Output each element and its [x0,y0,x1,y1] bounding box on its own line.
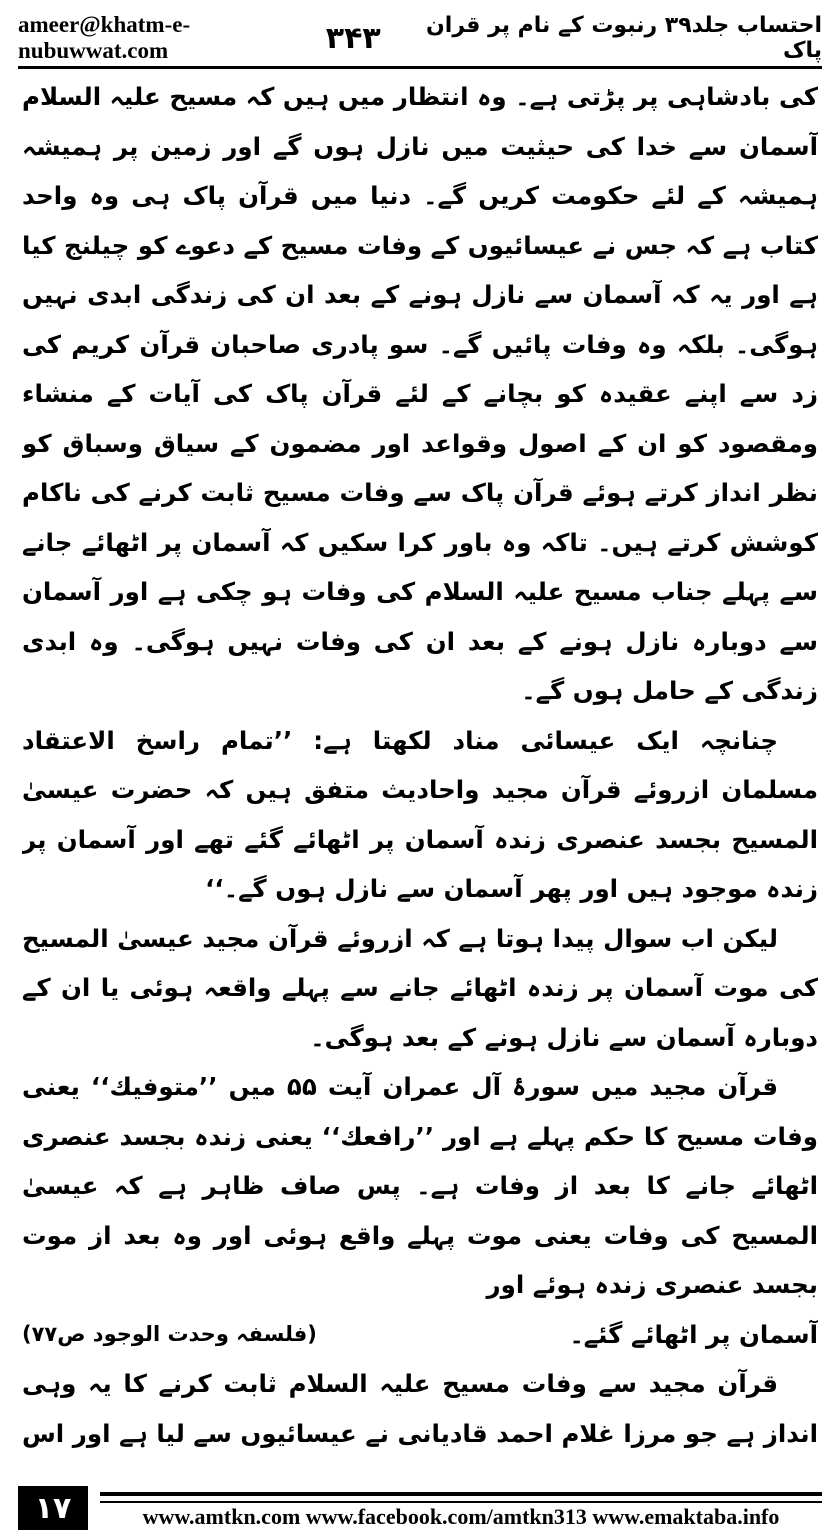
footer-links: www.amtkn.com www.facebook.com/amtkn313 www.emaktaba.info [142,1504,780,1529]
page-body [22,72,818,1452]
footer-rule-thick [100,1492,822,1496]
header-right [326,13,822,63]
paragraph-5-text: قرآن مجید سے وفات مسیح علیہ السلام ثابت کرنے کا یہ وہی انداز ہے جو مرزا غلام احمد قادیانی نے عیسائیوں سے لیا ہے اور اس [22,1369,818,1448]
paragraph-2: چنانچہ ایک عیسائی مناد لکھتا ہے: ’’تمام راسخ الاعتقاد مسلمان ازروئے قرآن مجید واحادیث متفق ہیں کہ حضرت عیسیٰ المسیح بجسد عنصری زندہ آسمان پر اٹھائے گئے تھے اور آسمان پر زندہ موجود ہیں اور پھر آسمان سے نازل ہوں گے۔‘‘ [22,725,818,903]
paragraph-3: لیکن اب سوال پیدا ہوتا ہے کہ ازروئے قرآن مجید عیسیٰ المسیح کی موت آسمان پر زندہ اٹھائے جانے سے پہلے واقعہ ہوئی یا ان کے دوبارہ آسمان سے نازل ہونے کے بعد ہوگی۔ [22,923,818,1052]
paragraph-5 [22,1359,818,1452]
footer-page-number: ۱۷ [18,1486,88,1530]
header-page-number: ۳۴۳ [325,20,381,56]
citation: (فلسفہ وحدت الوجود ص۷۷) [22,1321,317,1346]
header-email: ameer@khatm-e-nubuwwat.com [18,12,191,63]
page-header [18,14,822,62]
header-book-title: احتساب جلد۳۹ رنبوت کے نام پر قران پاک [426,13,822,63]
footer-rules [100,1492,822,1503]
paragraph-4-end: آسمان پر اٹھائے گئے۔ [569,1319,818,1349]
paragraph-4: قرآن مجید میں سورۂ آل عمران آیت ۵۵ میں ’’متوفیك‘‘ یعنی وفات مسیح کا حکم پہلے ہے اور ’’رافعك‘‘ یعنی زندہ بجسد عنصری اٹھائے جانے کا بعد از وفات ہے۔ پس صاف ظاہر ہے کہ عیسیٰ المسیح کی وفات یعنی موت پہلے واقع ہوئی اور وہ بعد از موت بجسد عنصری زندہ ہوئے اور [22,1072,818,1299]
footer-rule-thin [100,1501,822,1503]
header-rule [18,66,822,69]
paragraph-1: کی بادشاہی پر پڑتی ہے۔ وہ انتظار میں ہیں کہ مسیح علیہ السلام آسمان سے خدا کی حیثیت میں نازل ہوں گے اور زمین پر ہمیشہ ہمیشہ کے لئے حکومت کریں گے۔ دنیا میں قرآن پاک ہی وہ واحد کتاب ہے کہ جس نے عیسائیوں کے وفات مسیح کے دعوے کو چیلنج کیا ہے اور یہ کہ آسمان سے نازل ہونے کے بعد ان کی زندگی ابدی نہیں ہوگی۔ بلکہ وہ وفات پائیں گے۔ سو پادری صاحبان قرآن کریم کی زد سے اپنے عقیدہ کو بچانے کے لئے قرآن پاک کی آیات کے منشاء ومقصود کو ان کے اصول وقواعد اور مضمون کے سیاق وسباق کو نظر انداز کرتے ہوئے قرآن پاک سے وفات مسیح ثابت کرنے کی ناکام کوشش کرتے ہیں۔ تاکہ وہ باور کرا سکیں کہ آسمان پر اٹھائے جانے سے پہلے جناب مسیح علیہ السلام کی وفات ہو چکی ہے اور آسمان سے دوبارہ نازل ہونے کے بعد ان کی وفات نہیں ہوگی۔ وہ ابدی زندگی کے حامل ہوں گے۔ [22,82,818,705]
citation-line [22,1310,818,1360]
